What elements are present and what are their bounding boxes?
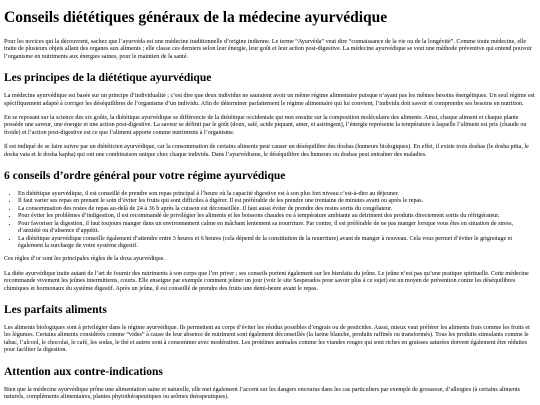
list-item: • Pour favoriser la digestion, il faut toujours manger dans un environnement calme en mâchant lentement sa nourriture. Par contre, il est préférable de ne pas manger lorsque vous êtes en situation de stress, d’anxiété ou d’absence d’appétit. xyxy=(18,221,536,236)
paragraph: La médecine ayurvédique est basée sur un principe d’individualité ; c’est dire que deux individus ne sauraient avoir un même régime alimentaire puisque n’ayant pas les mêmes besoins énergétiques. Un seul régime est spécifiquement adapté à corriger les déséquilibres de l’organisme d’un individu. Afin de déterminer parfaitement le régime alimentaire qui lui convient, l’individu doit savoir et comprendre ses besoins en nutrition. xyxy=(4,93,535,107)
paragraph: Bien que la médecine ayurvédique prône une alimentation saine et naturelle, elle met également l’accent sur les dangers encourus dans les cas particuliers par exemple de grossesse, d’allergies (à certains aliments naturels, compléments alimentaires, plantes phytothérapeutiques ou arômes thérapeutiques). xyxy=(4,386,520,400)
advice-list xyxy=(4,191,536,250)
paragraph: Les aliments biologiques sont à privilégier dans le régime ayurvédique. Ils permettent au corps d’éviter les résidus possibles d’engrais ou de pesticides. Aussi, mieux vaut préférer les aliments frais comme les fruits et les légumes. Certains aliments considérés comme “vides” à cause de leur absence de nutriment sont également déconseillés (la farine blanche, produits raffinés ou transformés). Tous les produits stimulants comme le tabac, l’alcool, le chocolat, le café, les sodas, le thé et autres sont à consommer avec modération. Les protéines animales comme les viandes rouges qui sont riches en graisses saturées doivent également être réduites pour faciliter la digestion. xyxy=(4,324,530,354)
intro-paragraph: Pour les novices qui la découvrent, sachez que l’ayurvéda est une médecine traditionnelle d’origine indienne. Le terme “Ayurvéda” veut dire “connaissance de la vie ou de la longévité”. Comme toute médecine, elle traite de plusieurs objets allant des organes aux aliments ; elle classe ces derniers selon leur énergie, leur goût et leur action post-digestive. La médecine ayurvédique se veut une méthode préventive qui entend pouvoir l’organisme en nutriments aux énergies saines, pour le maintien de la santé. xyxy=(4,39,532,60)
paragraph: Il est indiqué de se faire suivre par un diététicien ayurvédique, car la consommation de certains aliments peut causer un déséquilibre des doshas (humeurs biologiques). En effet, il existe trois doshas (le dosha pitta, le dosha vata et le dosha kapha) qui ont une combinaison unique chez chaque individu. Dans l’ayurvédisme, le déséquilibre des humeurs ou doshas peut entraîner des maladies. xyxy=(4,144,529,158)
section-heading-contre-indications: Attention aux contre-indications xyxy=(4,365,163,378)
page-title: Conseils diététiques généraux de la médecine ayurvédique xyxy=(4,9,388,26)
list-item: • La diététique ayurvédique conseille également d’attendre entre 3 heures et 6 heures (cela dépend de la constitution de la nourriture) avant de manger à nouveau. Cela vous permet d’éviter le grignotage et également la surcharge de votre système digestif. xyxy=(18,236,536,251)
paragraph: Ces règles d’or sont les principales règles de la doxa ayurvédique. xyxy=(4,256,165,263)
paragraph: En se reposant sur la science des six goûts, la diététique ayurvédique se différencie de la diététique occidentale qui met ensuite sur la composition moléculaire des aliments. Ainsi, chaque aliment et chaque plante possède une saveur, une énergie et une action post-digestive. La saveur se définit par le goût (doux, salé, acide piquant, amer, et astringent), l’énergie représente la température à laquelle l’aliment est pris (chaude ou froide) et l’action post-digestive est ce que l’aliment apporte comme nutriments à l’organisme. xyxy=(4,115,527,136)
list-item: • Il faut varier ses repas en prenant le soin d’éviter les fruits qui sont difficiles à digérer. Il est préférable de les prendre une trentaine de minutes avant ou après le repas. xyxy=(18,198,536,205)
list-item: • La consommation des restes de repas au-delà de 24 à 36 h après la cuisson est déconseillée. Il faut aussi éviter de prendre des restes sortis du congélateur. xyxy=(18,206,536,213)
list-item: • En diététique ayurvédique, il est conseillé de prendre son repas principal à l’heure où la capacité digestive est à son plus fort niveau c’est-à-dire au déjeuner. xyxy=(18,191,536,198)
list-item: • Pour éviter les problèmes d’indigestion, il est recommandé de privilégier les aliments et les boissons chaudes ou à température ambiante au détriment des produits directement sortis du réfrigérateur. xyxy=(18,213,536,220)
paragraph: La diète ayurvédique traite autant de l’art de fournir des nutriments à son corps que l’en priver ; ses conseils portent également sur les bienfaits du jeûne. Le jeûne n’est pas qu’une pratique spirituelle. Cette médecine recommande vivement les jeûnes intermittents, courts. Elle enseigne par exemple comment jeûner un jour (voir le site Sesperados pour savoir plus à ce sujet) est un moyen de prévention contre les déséquilibres chimiques et hormonaux du système digestif. Après un jeûne, il est conseillé de prendre des fruits une demi-heure avant le repas. xyxy=(4,270,529,292)
section-heading-aliments: Les parfaits aliments xyxy=(4,303,107,316)
section-heading-conseils: 6 conseils d’ordre général pour votre régime ayurvédique xyxy=(4,170,286,183)
section-heading-principes: Les principes de la diététique ayurvédique xyxy=(4,72,212,85)
